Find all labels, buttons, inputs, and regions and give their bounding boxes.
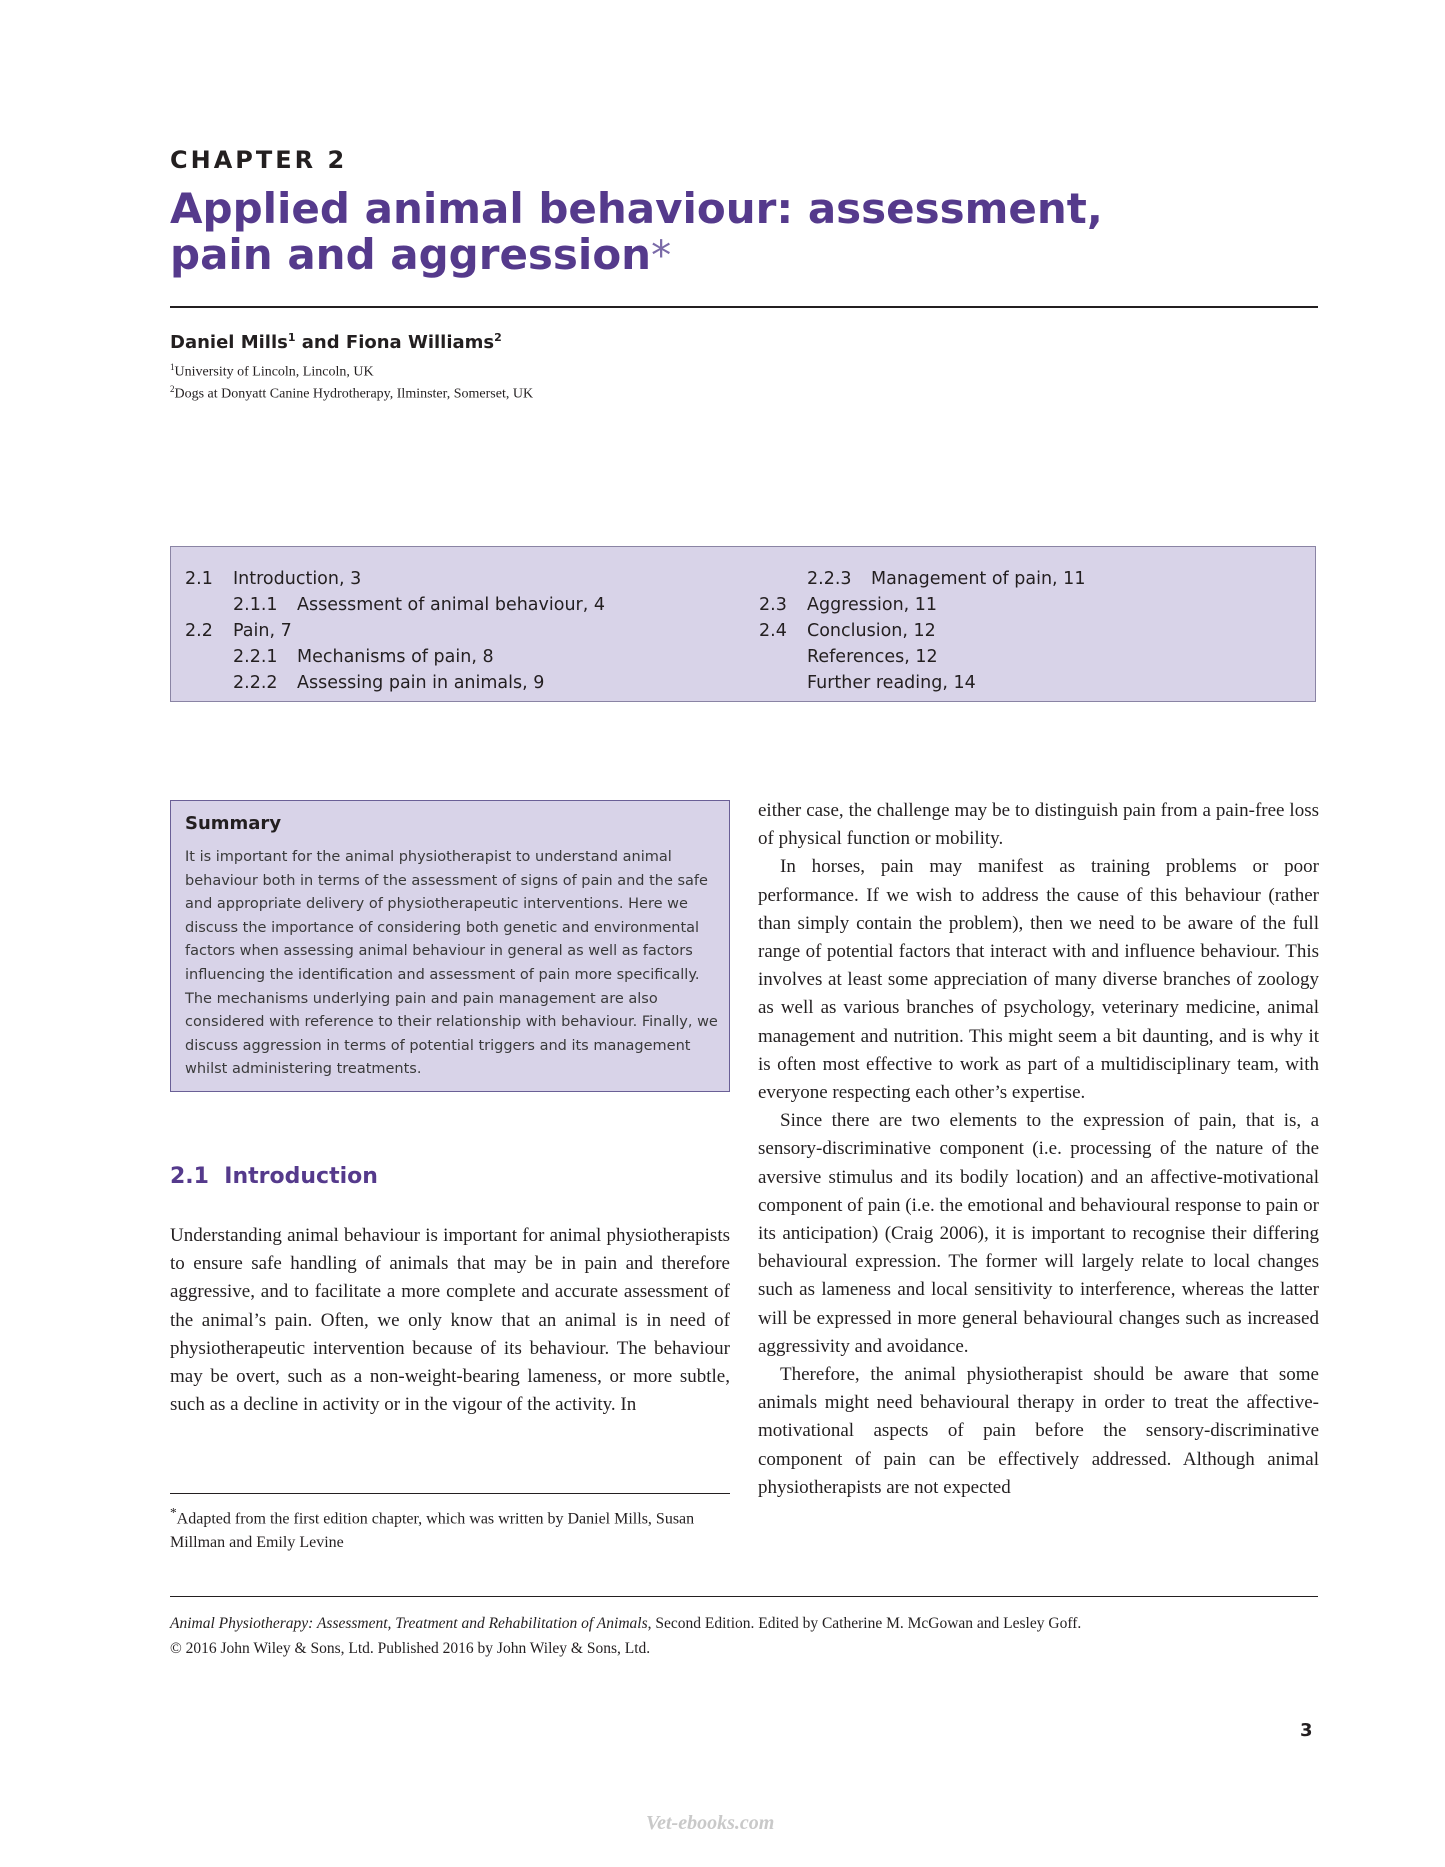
toc-number: 2.1 (185, 569, 213, 589)
chapter-title-line1: Applied animal behaviour: assessment, (170, 184, 1103, 233)
title-divider (170, 306, 1318, 308)
affiliation-1-text: University of Lincoln, Lincoln, UK (174, 364, 374, 380)
toc-number: 2.3 (759, 595, 787, 615)
chapter-label: CHAPTER 2 (170, 146, 348, 174)
toc-number: 2.2.1 (233, 647, 278, 667)
toc-text: Conclusion, 12 (807, 621, 936, 641)
author-2: Fiona Williams (345, 332, 495, 353)
body-paragraph: Since there are two elements to the expression of pain, that is, a sensory-discriminative component (i.e. processing of the nature of the aversive stimulus and its bodily location) and an affective-motivational component of pain (i.e. the emotional and behavioural response to pain or its anticipation) (Craig 2006), it is important to recognise their differing behavioural expression. The former will largely relate to local changes such as lameness and local sensitivity to interference, whereas the latter will be expressed in more general behavioural changes such as increased aggressivity and avoidance. (758, 1110, 1319, 1357)
footnote-text: Adapted from the first edition chapter, which was written by Daniel Mills, Susan Millman and Emily Levine (170, 1510, 695, 1552)
footnote-mark: * (170, 1505, 177, 1520)
summary-body: It is important for the animal physiotherapist to understand animal behaviour both in terms of the assessment of signs of pain and the safe and appropriate delivery of physiotherapeutic interventions. Here we discuss the importance of considering both genetic and environmental factors when assessing animal behaviour in general as well as factors influencing the identification and assessment of pain more specifically. The mechanisms underlying pain and pain management are also considered with reference to their relationship with behaviour. Finally, we discuss aggression in terms of potential triggers and its management whilst administering treatments. (185, 849, 718, 1078)
body-paragraph: Understanding animal behaviour is important for animal physiotherapists to ensure safe handling of animals that may be in pain and therefore aggressive, and to facilitate a more complete and accurate assessment of the animal’s pain. Often, we only know that an animal is in need of physiotherapeutic intervention because of its behaviour. The behaviour may be overt, such as a non-weight-bearing lameness, or more subtle, such as a decline in activity or in the vigour of the activity. In (170, 1225, 730, 1416)
toc-text: Aggression, 11 (807, 595, 938, 615)
book-credit (170, 1611, 1081, 1661)
title-footnote-mark: * (651, 233, 672, 279)
credit-divider (170, 1596, 1318, 1597)
table-of-contents (170, 546, 1316, 702)
book-title: Animal Physiotherapy: Assessment, Treatment and Rehabilitation of Animals (170, 1615, 648, 1632)
summary-title: Summary (185, 813, 282, 834)
authors (170, 331, 502, 353)
affiliation-1-sup: 1 (170, 362, 175, 372)
right-column-text (758, 797, 1319, 1502)
body-paragraph: either case, the challenge may be to distinguish pain from a pain-free loss of physical function or mobility. (758, 800, 1319, 850)
summary-box (170, 800, 730, 1092)
authors-joiner: and (295, 332, 346, 353)
body-paragraph: In horses, pain may manifest as training problems or poor performance. If we wish to address the cause of this behaviour (rather than simply contain the problem), then we need to be aware of the full range of potential factors that interact with and influence behaviour. This involves at least some appreciation of many diverse branches of zoology as well as various branches of psychology, veterinary medicine, animal management and nutrition. This might seem a bit daunting, and is why it is often most effective to work as part of a multidisciplinary team, with everyone respecting each other’s expertise. (758, 856, 1319, 1104)
affiliation-2-sup: 2 (170, 384, 175, 394)
toc-text: Further reading, 14 (807, 673, 976, 693)
section-heading-introduction: 2.1 Introduction (170, 1164, 378, 1189)
page-number: 3 (1300, 1720, 1313, 1741)
affiliation-2-text: Dogs at Donyatt Canine Hydrotherapy, Ilminster, Somerset, UK (174, 386, 534, 402)
toc-number: 2.2.3 (807, 569, 852, 589)
affiliation-2 (170, 384, 533, 403)
left-column-text (170, 1222, 730, 1419)
footnote (170, 1501, 730, 1555)
footnote-divider (170, 1493, 730, 1494)
affiliation-1 (170, 362, 374, 381)
toc-text: Pain, 7 (233, 621, 292, 641)
chapter-title (170, 186, 1170, 279)
toc-text: Introduction, 3 (233, 569, 362, 589)
toc-text: Mechanisms of pain, 8 (297, 647, 494, 667)
watermark: Vet-ebooks.com (646, 1812, 775, 1834)
author-1: Daniel Mills (170, 332, 288, 353)
toc-text: Assessment of animal behaviour, 4 (297, 595, 606, 615)
chapter-title-line2: pain and aggression (170, 230, 652, 279)
toc-number: 2.2.2 (233, 673, 278, 693)
toc-number: 2.2 (185, 621, 213, 641)
toc-number: 2.1.1 (233, 595, 278, 615)
author-1-sup: 1 (287, 331, 296, 344)
edition-text: , Second Edition. Edited by Catherine M. McGowan and Lesley Goff. (647, 1615, 1082, 1632)
toc-number: 2.4 (759, 621, 787, 641)
toc-text: Management of pain, 11 (871, 569, 1086, 589)
toc-text: References, 12 (807, 647, 938, 667)
author-2-sup: 2 (494, 331, 502, 344)
toc-text: Assessing pain in animals, 9 (297, 673, 545, 693)
body-paragraph: Therefore, the animal physiotherapist should be aware that some animals might need behavioural therapy in order to treat the affective-motivational aspects of pain before the sensory-discriminative component of pain can be effectively addressed. Although animal physiotherapists are not expected (758, 1364, 1319, 1498)
copyright-text: © 2016 John Wiley & Sons, Ltd. Published 2016 by John Wiley & Sons, Ltd. (170, 1640, 651, 1657)
